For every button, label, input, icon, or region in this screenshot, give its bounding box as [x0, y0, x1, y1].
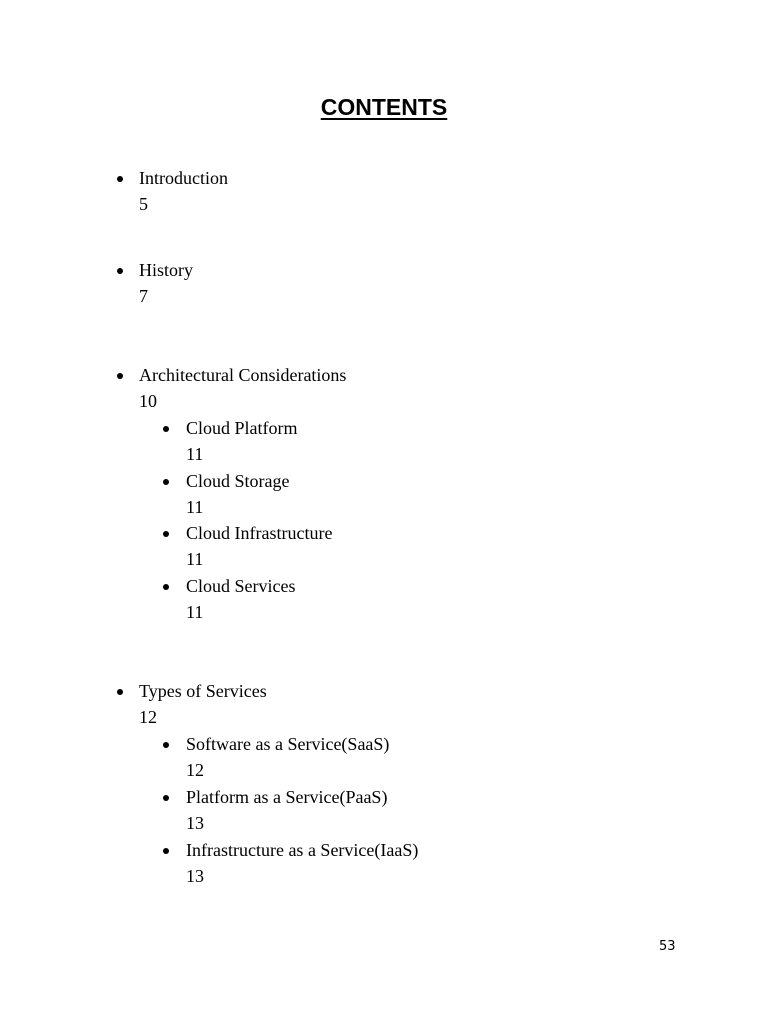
toc-entry-label: Introduction: [139, 168, 228, 188]
toc-subentry-paas: [186, 784, 387, 836]
toc-subentry-page: 11: [186, 549, 204, 569]
bullet-icon: [117, 268, 123, 274]
page-number: 53: [659, 939, 676, 954]
toc-subentry-label: Cloud Storage: [186, 471, 290, 491]
toc-subentry-cloud-infrastructure: [186, 520, 332, 572]
bullet-icon: [163, 479, 169, 485]
bullet-icon: [163, 795, 169, 801]
toc-entry-label: Types of Services: [139, 681, 267, 701]
toc-subentry-iaas: [186, 837, 418, 889]
bullet-icon: [117, 373, 123, 379]
toc-entry-page: 10: [139, 391, 157, 411]
toc-subentry-cloud-platform: [186, 415, 298, 467]
toc-entry-page: 12: [139, 707, 157, 727]
toc-subentry-page: 11: [186, 497, 204, 517]
toc-subentry-page: 11: [186, 602, 204, 622]
bullet-icon: [163, 426, 169, 432]
toc-subentry-label: Software as a Service(SaaS): [186, 734, 390, 754]
toc-entry-types-of-services: [139, 678, 267, 730]
toc-entry-label: Architectural Considerations: [139, 365, 347, 385]
page-title-text: CONTENTS: [320, 94, 448, 120]
bullet-icon: [163, 848, 169, 854]
page-title: [0, 93, 768, 121]
toc-subentry-page: 11: [186, 444, 204, 464]
bullet-icon: [163, 584, 169, 590]
toc-entry-introduction: [139, 165, 228, 217]
toc-subentry-label: Infrastructure as a Service(IaaS): [186, 840, 419, 860]
toc-subentry-label: Cloud Infrastructure: [186, 523, 333, 543]
toc-subentry-label: Cloud Platform: [186, 418, 298, 438]
toc-entry-label: History: [139, 260, 193, 280]
toc-subentry-cloud-storage: [186, 468, 290, 520]
toc-entry-page: 7: [139, 286, 148, 306]
toc-subentry-label: Platform as a Service(PaaS): [186, 787, 388, 807]
toc-subentry-page: 13: [186, 813, 204, 833]
bullet-icon: [163, 531, 169, 537]
toc-subentry-page: 13: [186, 866, 204, 886]
bullet-icon: [117, 176, 123, 182]
toc-subentry-cloud-services: [186, 573, 296, 625]
toc-entry-architectural-considerations: [139, 362, 346, 414]
toc-entry-history: [139, 257, 193, 309]
toc-entry-page: 5: [139, 194, 148, 214]
toc-subentry-saas: [186, 731, 389, 783]
toc-subentry-label: Cloud Services: [186, 576, 296, 596]
toc-subentry-page: 12: [186, 760, 204, 780]
bullet-icon: [117, 689, 123, 695]
bullet-icon: [163, 742, 169, 748]
